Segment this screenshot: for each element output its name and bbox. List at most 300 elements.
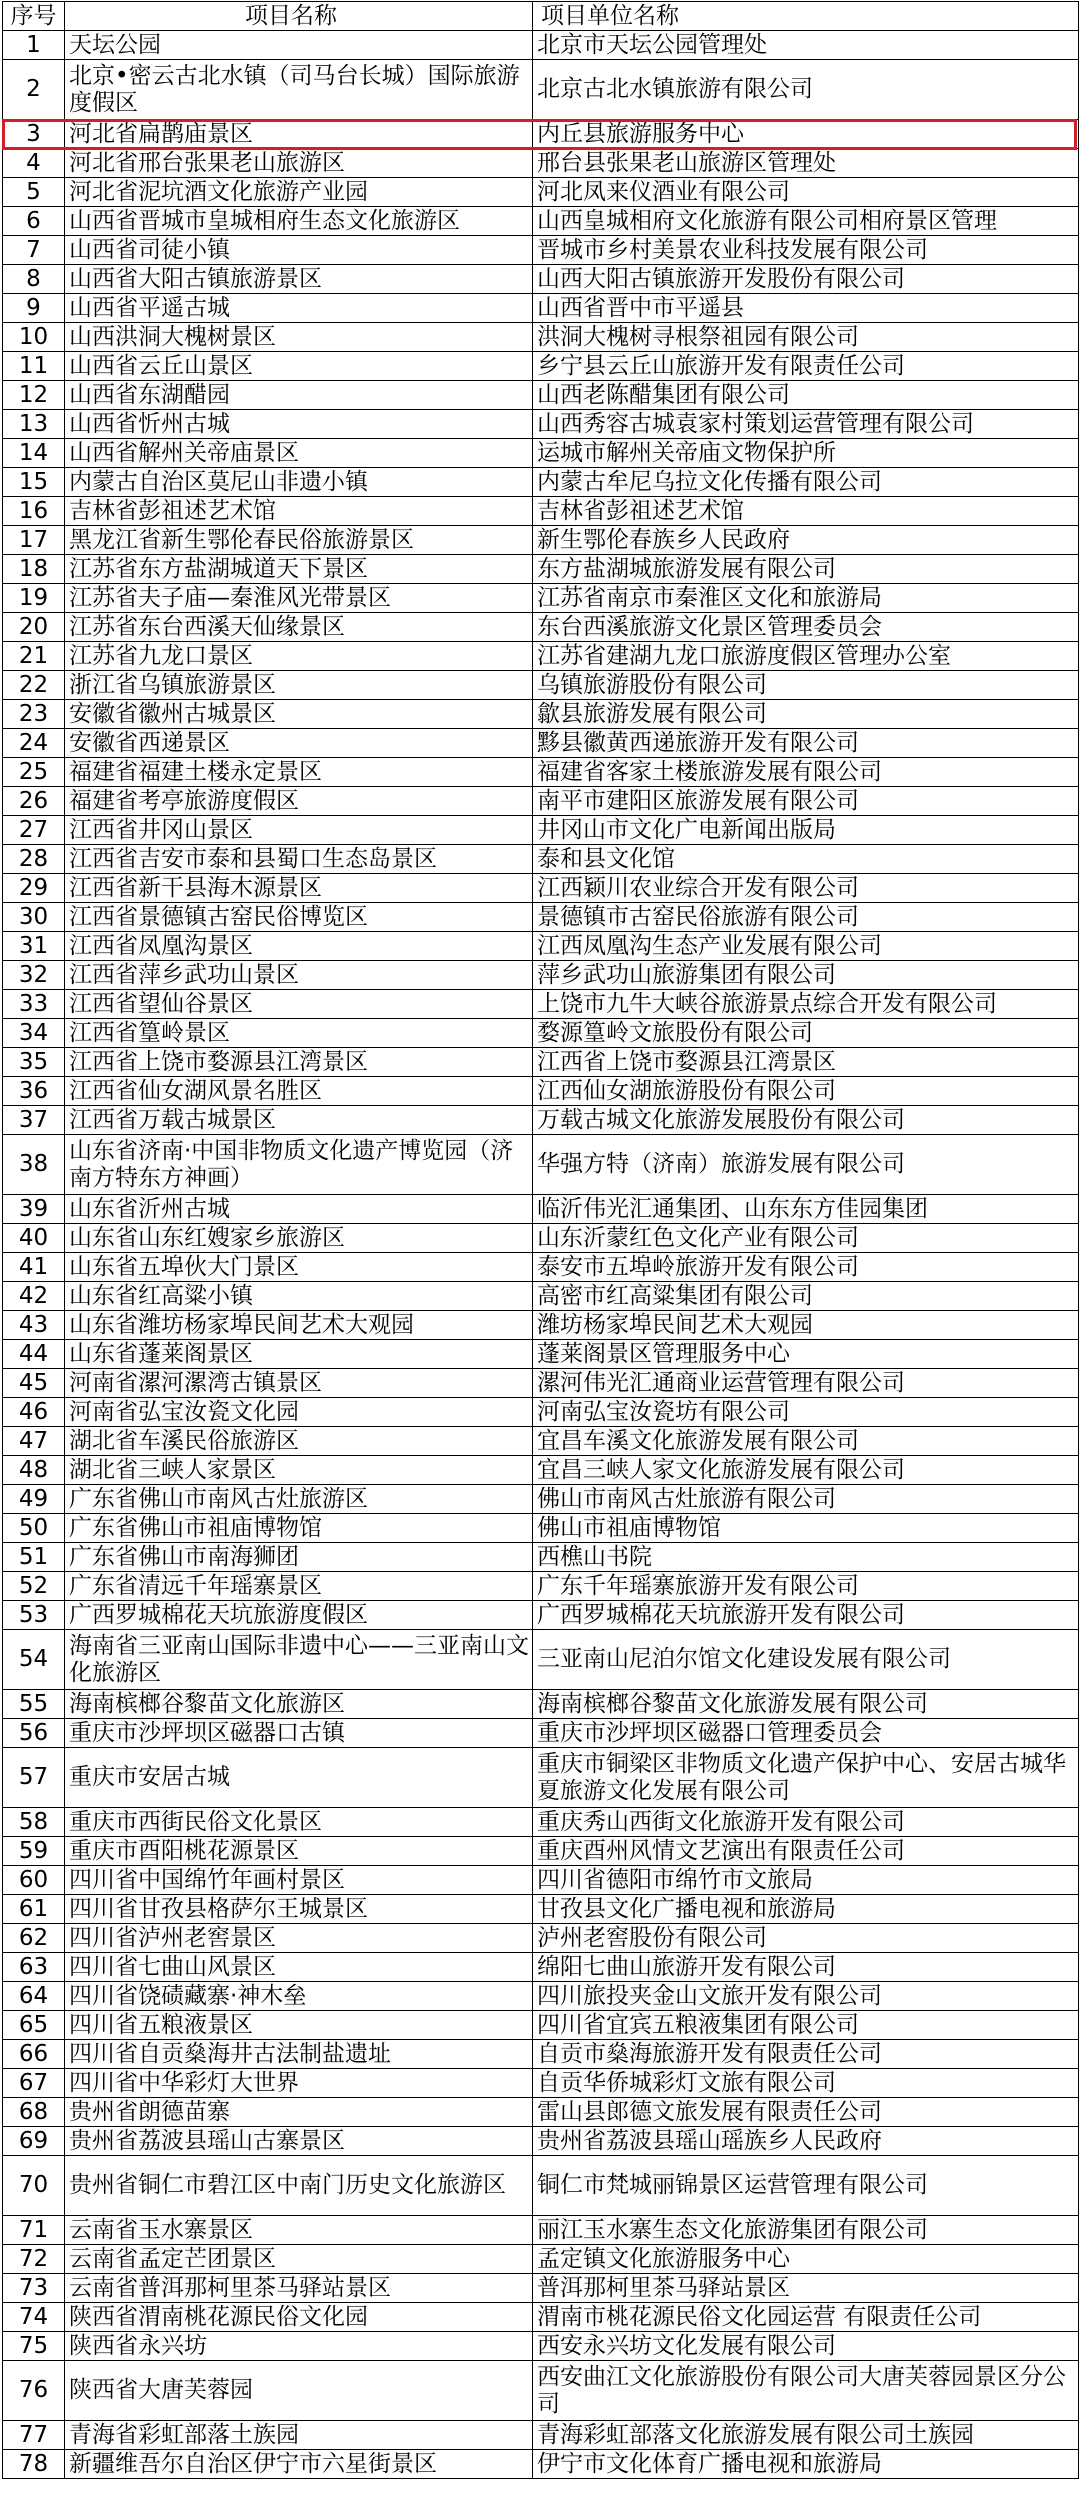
row-index: 61	[3, 1895, 65, 1924]
row-project-name: 北京•密云古北水镇（司马台长城）国际旅游度假区	[65, 60, 533, 120]
table-row	[3, 555, 1079, 584]
row-index: 27	[3, 816, 65, 845]
row-index: 76	[3, 2361, 65, 2421]
row-index: 66	[3, 2040, 65, 2069]
row-project-name: 广东省佛山市祖庙博物馆	[65, 1514, 533, 1543]
row-index: 21	[3, 642, 65, 671]
row-index: 8	[3, 265, 65, 294]
table-row	[3, 1572, 1079, 1601]
table-row	[3, 787, 1079, 816]
row-project-name: 吉林省彭祖述艺术馆	[65, 497, 533, 526]
row-project-name: 四川省中国绵竹年画村景区	[65, 1866, 533, 1895]
row-unit-name: 西樵山书院	[533, 1543, 1079, 1572]
row-project-name: 安徽省西递景区	[65, 729, 533, 758]
row-index: 42	[3, 1282, 65, 1311]
row-unit-name: 南平市建阳区旅游发展有限公司	[533, 787, 1079, 816]
row-index: 65	[3, 2011, 65, 2040]
row-unit-name: 四川省宜宾五粮液集团有限公司	[533, 2011, 1079, 2040]
row-unit-name: 乡宁县云丘山旅游开发有限责任公司	[533, 352, 1079, 381]
table-row	[3, 31, 1079, 60]
table-row	[3, 903, 1079, 932]
row-index: 33	[3, 990, 65, 1019]
row-project-name: 河北省扁鹊庙景区	[65, 120, 533, 149]
row-project-name: 福建省考亭旅游度假区	[65, 787, 533, 816]
row-project-name: 江西省萍乡武功山景区	[65, 961, 533, 990]
row-index: 4	[3, 149, 65, 178]
row-index: 77	[3, 2421, 65, 2450]
row-unit-name: 佛山市祖庙博物馆	[533, 1514, 1079, 1543]
table-row	[3, 439, 1079, 468]
row-project-name: 四川省中华彩灯大世界	[65, 2069, 533, 2098]
row-index: 54	[3, 1630, 65, 1690]
table-row	[3, 149, 1079, 178]
table-row	[3, 1369, 1079, 1398]
row-index: 48	[3, 1456, 65, 1485]
row-unit-name: 景德镇市古窑民俗旅游有限公司	[533, 903, 1079, 932]
row-project-name: 山西洪洞大槐树景区	[65, 323, 533, 352]
row-project-name: 贵州省朗德苗寨	[65, 2098, 533, 2127]
table-row	[3, 1135, 1079, 1195]
row-index: 20	[3, 613, 65, 642]
table-row	[3, 1630, 1079, 1690]
row-project-name: 山西省东湖醋园	[65, 381, 533, 410]
table-row	[3, 671, 1079, 700]
row-project-name: 浙江省乌镇旅游景区	[65, 671, 533, 700]
table-row	[3, 1514, 1079, 1543]
row-unit-name: 上饶市九牛大峡谷旅游景点综合开发有限公司	[533, 990, 1079, 1019]
row-unit-name: 西安永兴坊文化发展有限公司	[533, 2332, 1079, 2361]
row-unit-name: 江苏省建湖九龙口旅游度假区管理办公室	[533, 642, 1079, 671]
table-row	[3, 352, 1079, 381]
row-project-name: 江西省景德镇古窑民俗博览区	[65, 903, 533, 932]
table-row	[3, 178, 1079, 207]
table-row	[3, 1485, 1079, 1514]
row-unit-name: 重庆秀山西街文化旅游开发有限公司	[533, 1808, 1079, 1837]
row-project-name: 山西省司徒小镇	[65, 236, 533, 265]
row-project-name: 河南省漯河漯湾古镇景区	[65, 1369, 533, 1398]
row-unit-name: 自贡市燊海旅游开发有限责任公司	[533, 2040, 1079, 2069]
table-row	[3, 410, 1079, 439]
project-table	[2, 1, 1079, 2479]
table-row	[3, 2011, 1079, 2040]
row-index: 70	[3, 2156, 65, 2216]
row-unit-name: 伊宁市文化体育广播电视和旅游局	[533, 2450, 1079, 2479]
row-unit-name: 海南槟榔谷黎苗文化旅游发展有限公司	[533, 1690, 1079, 1719]
row-unit-name: 泸州老窖股份有限公司	[533, 1924, 1079, 1953]
row-project-name: 陕西省渭南桃花源民俗文化园	[65, 2303, 533, 2332]
table-row	[3, 1253, 1079, 1282]
table-row	[3, 1543, 1079, 1572]
row-unit-name: 贵州省荔波县瑶山瑶族乡人民政府	[533, 2127, 1079, 2156]
row-unit-name: 山西老陈醋集团有限公司	[533, 381, 1079, 410]
row-index: 6	[3, 207, 65, 236]
table-row	[3, 2040, 1079, 2069]
table-row	[3, 932, 1079, 961]
table-row	[3, 1311, 1079, 1340]
row-project-name: 重庆市安居古城	[65, 1748, 533, 1808]
row-unit-name: 新生鄂伦春族乡人民政府	[533, 526, 1079, 555]
row-unit-name: 山西秀容古城袁家村策划运营管理有限公司	[533, 410, 1079, 439]
row-project-name: 山东省五埠伙大门景区	[65, 1253, 533, 1282]
row-project-name: 广东省佛山市南海狮团	[65, 1543, 533, 1572]
row-unit-name: 山东沂蒙红色文化产业有限公司	[533, 1224, 1079, 1253]
row-unit-name: 绵阳七曲山旅游开发有限公司	[533, 1953, 1079, 1982]
table-row	[3, 961, 1079, 990]
row-unit-name: 萍乡武功山旅游集团有限公司	[533, 961, 1079, 990]
header-index: 序号	[3, 2, 65, 31]
row-index: 31	[3, 932, 65, 961]
row-index: 46	[3, 1398, 65, 1427]
row-project-name: 山西省大阳古镇旅游景区	[65, 265, 533, 294]
table-row	[3, 816, 1079, 845]
row-unit-name: 东台西溪旅游文化景区管理委员会	[533, 613, 1079, 642]
row-index: 47	[3, 1427, 65, 1456]
row-index: 7	[3, 236, 65, 265]
row-index: 44	[3, 1340, 65, 1369]
table-row	[3, 2274, 1079, 2303]
table-row	[3, 1340, 1079, 1369]
row-index: 15	[3, 468, 65, 497]
row-project-name: 江西省井冈山景区	[65, 816, 533, 845]
row-unit-name: 东方盐湖城旅游发展有限公司	[533, 555, 1079, 584]
row-index: 73	[3, 2274, 65, 2303]
row-unit-name: 江西凤凰沟生态产业发展有限公司	[533, 932, 1079, 961]
row-project-name: 广西罗城棉花天坑旅游度假区	[65, 1601, 533, 1630]
row-unit-name: 北京古北水镇旅游有限公司	[533, 60, 1079, 120]
table-row	[3, 1924, 1079, 1953]
row-project-name: 湖北省车溪民俗旅游区	[65, 1427, 533, 1456]
table-row	[3, 990, 1079, 1019]
row-index: 22	[3, 671, 65, 700]
row-unit-name: 乌镇旅游股份有限公司	[533, 671, 1079, 700]
table-row	[3, 1690, 1079, 1719]
row-project-name: 湖北省三峡人家景区	[65, 1456, 533, 1485]
row-index: 43	[3, 1311, 65, 1340]
table-row	[3, 729, 1079, 758]
row-index: 26	[3, 787, 65, 816]
row-unit-name: 万载古城文化旅游发展股份有限公司	[533, 1106, 1079, 1135]
table-row	[3, 1808, 1079, 1837]
row-index: 3	[3, 120, 65, 149]
row-index: 19	[3, 584, 65, 613]
table-row	[3, 2216, 1079, 2245]
row-project-name: 山东省沂州古城	[65, 1195, 533, 1224]
row-project-name: 云南省玉水寨景区	[65, 2216, 533, 2245]
row-unit-name: 重庆市铜梁区非物质文化遗产保护中心、安居古城华夏旅游文化发展有限公司	[533, 1748, 1079, 1808]
row-unit-name: 泰和县文化馆	[533, 845, 1079, 874]
row-unit-name: 孟定镇文化旅游服务中心	[533, 2245, 1079, 2274]
table-row	[3, 758, 1079, 787]
row-unit-name: 佛山市南风古灶旅游有限公司	[533, 1485, 1079, 1514]
row-unit-name: 吉林省彭祖述艺术馆	[533, 497, 1079, 526]
row-index: 25	[3, 758, 65, 787]
row-index: 67	[3, 2069, 65, 2098]
table-row	[3, 1953, 1079, 1982]
row-project-name: 山东省红高粱小镇	[65, 1282, 533, 1311]
table-row	[3, 2069, 1079, 2098]
row-project-name: 广东省清远千年瑶寨景区	[65, 1572, 533, 1601]
row-unit-name: 高密市红高粱集团有限公司	[533, 1282, 1079, 1311]
row-index: 45	[3, 1369, 65, 1398]
row-project-name: 四川省五粮液景区	[65, 2011, 533, 2040]
row-project-name: 四川省饶碛藏寨·神木垒	[65, 1982, 533, 2011]
row-project-name: 山西省忻州古城	[65, 410, 533, 439]
row-unit-name: 蓬莱阁景区管理服务中心	[533, 1340, 1079, 1369]
row-unit-name: 青海彩虹部落文化旅游发展有限公司土族园	[533, 2421, 1079, 2450]
row-unit-name: 井冈山市文化广电新闻出版局	[533, 816, 1079, 845]
row-project-name: 海南省三亚南山国际非遗中心——三亚南山文化旅游区	[65, 1630, 533, 1690]
row-project-name: 山东省济南·中国非物质文化遗产博览园（济南方特东方神画）	[65, 1135, 533, 1195]
row-project-name: 四川省七曲山风景区	[65, 1953, 533, 1982]
row-index: 35	[3, 1048, 65, 1077]
table-row	[3, 2361, 1079, 2421]
row-project-name: 河南省弘宝汝瓷文化园	[65, 1398, 533, 1427]
row-project-name: 山西省平遥古城	[65, 294, 533, 323]
row-project-name: 重庆市西街民俗文化景区	[65, 1808, 533, 1837]
row-project-name: 天坛公园	[65, 31, 533, 60]
row-index: 5	[3, 178, 65, 207]
row-project-name: 江苏省东台西溪天仙缘景区	[65, 613, 533, 642]
row-unit-name: 宜昌车溪文化旅游发展有限公司	[533, 1427, 1079, 1456]
row-unit-name: 渭南市桃花源民俗文化园运营 有限责任公司	[533, 2303, 1079, 2332]
row-index: 69	[3, 2127, 65, 2156]
row-index: 23	[3, 700, 65, 729]
header-project-name: 项目名称	[65, 2, 533, 31]
row-unit-name: 江西仙女湖旅游股份有限公司	[533, 1077, 1079, 1106]
row-unit-name: 婺源篁岭文旅股份有限公司	[533, 1019, 1079, 1048]
row-project-name: 重庆市沙坪坝区磁器口古镇	[65, 1719, 533, 1748]
row-index: 72	[3, 2245, 65, 2274]
table-row	[3, 236, 1079, 265]
row-index: 16	[3, 497, 65, 526]
table-row	[3, 642, 1079, 671]
row-project-name: 江西省望仙谷景区	[65, 990, 533, 1019]
table-row	[3, 2245, 1079, 2274]
table-row	[3, 120, 1079, 149]
row-unit-name: 福建省客家土楼旅游发展有限公司	[533, 758, 1079, 787]
row-unit-name: 西安曲江文化旅游股份有限公司大唐芙蓉园景区分公司	[533, 2361, 1079, 2421]
row-index: 59	[3, 1837, 65, 1866]
row-index: 12	[3, 381, 65, 410]
table-row	[3, 2450, 1079, 2479]
row-index: 41	[3, 1253, 65, 1282]
table-row	[3, 874, 1079, 903]
table-row	[3, 2127, 1079, 2156]
row-project-name: 内蒙古自治区莫尼山非遗小镇	[65, 468, 533, 497]
row-index: 51	[3, 1543, 65, 1572]
row-unit-name: 江苏省南京市秦淮区文化和旅游局	[533, 584, 1079, 613]
table-row	[3, 2156, 1079, 2216]
row-index: 60	[3, 1866, 65, 1895]
row-index: 58	[3, 1808, 65, 1837]
row-project-name: 云南省孟定芒团景区	[65, 2245, 533, 2274]
row-project-name: 山东省潍坊杨家埠民间艺术大观园	[65, 1311, 533, 1340]
row-unit-name: 内丘县旅游服务中心	[533, 120, 1079, 149]
row-unit-name: 黟县徽黄西递旅游开发有限公司	[533, 729, 1079, 758]
row-project-name: 江西省万载古城景区	[65, 1106, 533, 1135]
row-index: 9	[3, 294, 65, 323]
row-index: 1	[3, 31, 65, 60]
row-index: 57	[3, 1748, 65, 1808]
row-unit-name: 甘孜县文化广播电视和旅游局	[533, 1895, 1079, 1924]
row-index: 53	[3, 1601, 65, 1630]
row-project-name: 四川省甘孜县格萨尔王城景区	[65, 1895, 533, 1924]
row-unit-name: 歙县旅游发展有限公司	[533, 700, 1079, 729]
row-unit-name: 山西大阳古镇旅游开发股份有限公司	[533, 265, 1079, 294]
table-row	[3, 1982, 1079, 2011]
row-unit-name: 自贡华侨城彩灯文旅有限公司	[533, 2069, 1079, 2098]
row-project-name: 江苏省东方盐湖城道天下景区	[65, 555, 533, 584]
row-unit-name: 洪洞大槐树寻根祭祖园有限公司	[533, 323, 1079, 352]
row-unit-name: 河北凤来仪酒业有限公司	[533, 178, 1079, 207]
row-index: 10	[3, 323, 65, 352]
row-index: 49	[3, 1485, 65, 1514]
row-project-name: 安徽省徽州古城景区	[65, 700, 533, 729]
row-project-name: 江西省新干县海木源景区	[65, 874, 533, 903]
row-project-name: 江苏省九龙口景区	[65, 642, 533, 671]
table-header-row	[3, 2, 1079, 31]
table-row	[3, 2421, 1079, 2450]
row-project-name: 广东省佛山市南风古灶旅游区	[65, 1485, 533, 1514]
table-row	[3, 265, 1079, 294]
row-unit-name: 晋城市乡村美景农业科技发展有限公司	[533, 236, 1079, 265]
row-index: 63	[3, 1953, 65, 1982]
row-index: 32	[3, 961, 65, 990]
row-unit-name: 邢台县张果老山旅游区管理处	[533, 149, 1079, 178]
row-project-name: 青海省彩虹部落土族园	[65, 2421, 533, 2450]
row-project-name: 山西省解州关帝庙景区	[65, 439, 533, 468]
table-row	[3, 1106, 1079, 1135]
row-project-name: 江西省上饶市婺源县江湾景区	[65, 1048, 533, 1077]
row-index: 64	[3, 1982, 65, 2011]
row-index: 74	[3, 2303, 65, 2332]
row-index: 29	[3, 874, 65, 903]
row-index: 38	[3, 1135, 65, 1195]
table-row	[3, 1019, 1079, 1048]
row-unit-name: 潍坊杨家埠民间艺术大观园	[533, 1311, 1079, 1340]
table-row	[3, 1837, 1079, 1866]
row-project-name: 山西省云丘山景区	[65, 352, 533, 381]
row-index: 55	[3, 1690, 65, 1719]
table-row	[3, 1427, 1079, 1456]
table-row	[3, 1719, 1079, 1748]
row-unit-name: 雷山县郎德文旅发展有限责任公司	[533, 2098, 1079, 2127]
table-row	[3, 1048, 1079, 1077]
table-row	[3, 1224, 1079, 1253]
row-project-name: 新疆维吾尔自治区伊宁市六星街景区	[65, 2450, 533, 2479]
row-index: 2	[3, 60, 65, 120]
row-index: 30	[3, 903, 65, 932]
table-row	[3, 2332, 1079, 2361]
row-unit-name: 山西皇城相府文化旅游有限公司相府景区管理	[533, 207, 1079, 236]
row-unit-name: 江西颖川农业综合开发有限公司	[533, 874, 1079, 903]
row-unit-name: 运城市解州关帝庙文物保护所	[533, 439, 1079, 468]
row-unit-name: 临沂伟光汇通集团、山东东方佳园集团	[533, 1195, 1079, 1224]
row-index: 24	[3, 729, 65, 758]
table-row	[3, 584, 1079, 613]
row-project-name: 重庆市酉阳桃花源景区	[65, 1837, 533, 1866]
row-project-name: 江苏省夫子庙—秦淮风光带景区	[65, 584, 533, 613]
row-unit-name: 广东千年瑶寨旅游开发有限公司	[533, 1572, 1079, 1601]
row-project-name: 陕西省大唐芙蓉园	[65, 2361, 533, 2421]
row-project-name: 贵州省铜仁市碧江区中南门历史文化旅游区	[65, 2156, 533, 2216]
row-project-name: 海南槟榔谷黎苗文化旅游区	[65, 1690, 533, 1719]
row-unit-name: 重庆酉州风情文艺演出有限责任公司	[533, 1837, 1079, 1866]
row-unit-name: 北京市天坛公园管理处	[533, 31, 1079, 60]
row-project-name: 江西省篁岭景区	[65, 1019, 533, 1048]
table-row	[3, 323, 1079, 352]
table-row	[3, 845, 1079, 874]
row-index: 68	[3, 2098, 65, 2127]
row-unit-name: 四川旅投夹金山文旅开发有限公司	[533, 1982, 1079, 2011]
row-unit-name: 泰安市五埠岭旅游开发有限公司	[533, 1253, 1079, 1282]
row-project-name: 福建省福建土楼永定景区	[65, 758, 533, 787]
table-row	[3, 613, 1079, 642]
table-row	[3, 1456, 1079, 1485]
table-row	[3, 1282, 1079, 1311]
row-unit-name: 华强方特（济南）旅游发展有限公司	[533, 1135, 1079, 1195]
row-unit-name: 丽江玉水寨生态文化旅游集团有限公司	[533, 2216, 1079, 2245]
row-unit-name: 河南弘宝汝瓷坊有限公司	[533, 1398, 1079, 1427]
row-index: 56	[3, 1719, 65, 1748]
row-project-name: 云南省普洱那柯里茶马驿站景区	[65, 2274, 533, 2303]
row-unit-name: 三亚南山尼泊尔馆文化建设发展有限公司	[533, 1630, 1079, 1690]
row-project-name: 陕西省永兴坊	[65, 2332, 533, 2361]
table-row	[3, 1398, 1079, 1427]
row-index: 75	[3, 2332, 65, 2361]
row-project-name: 河北省泥坑酒文化旅游产业园	[65, 178, 533, 207]
row-project-name: 四川省泸州老窖景区	[65, 1924, 533, 1953]
row-index: 62	[3, 1924, 65, 1953]
row-unit-name: 普洱那柯里茶马驿站景区	[533, 2274, 1079, 2303]
row-project-name: 江西省仙女湖风景名胜区	[65, 1077, 533, 1106]
row-index: 18	[3, 555, 65, 584]
row-unit-name: 宜昌三峡人家文化旅游发展有限公司	[533, 1456, 1079, 1485]
table-body	[3, 31, 1079, 2479]
row-index: 50	[3, 1514, 65, 1543]
header-unit-name: 项目单位名称	[533, 2, 1079, 31]
row-project-name: 贵州省荔波县瑶山古寨景区	[65, 2127, 533, 2156]
row-unit-name: 江西省上饶市婺源县江湾景区	[533, 1048, 1079, 1077]
table-row	[3, 1748, 1079, 1808]
table-row	[3, 207, 1079, 236]
table-row	[3, 1195, 1079, 1224]
row-project-name: 山东省山东红嫂家乡旅游区	[65, 1224, 533, 1253]
row-project-name: 江西省吉安市泰和县蜀口生态岛景区	[65, 845, 533, 874]
row-index: 71	[3, 2216, 65, 2245]
row-index: 34	[3, 1019, 65, 1048]
row-project-name: 黑龙江省新生鄂伦春民俗旅游景区	[65, 526, 533, 555]
table-row	[3, 526, 1079, 555]
row-unit-name: 广西罗城棉花天坑旅游开发有限公司	[533, 1601, 1079, 1630]
table-row	[3, 1895, 1079, 1924]
row-index: 28	[3, 845, 65, 874]
table-row	[3, 700, 1079, 729]
row-project-name: 山东省蓬莱阁景区	[65, 1340, 533, 1369]
table-row	[3, 2098, 1079, 2127]
row-index: 39	[3, 1195, 65, 1224]
row-unit-name: 内蒙古牟尼乌拉文化传播有限公司	[533, 468, 1079, 497]
row-unit-name: 山西省晋中市平遥县	[533, 294, 1079, 323]
row-index: 11	[3, 352, 65, 381]
row-index: 17	[3, 526, 65, 555]
row-index: 36	[3, 1077, 65, 1106]
table-row	[3, 60, 1079, 120]
row-unit-name: 重庆市沙坪坝区磁器口管理委员会	[533, 1719, 1079, 1748]
table-row	[3, 294, 1079, 323]
table-row	[3, 381, 1079, 410]
table-row	[3, 2303, 1079, 2332]
